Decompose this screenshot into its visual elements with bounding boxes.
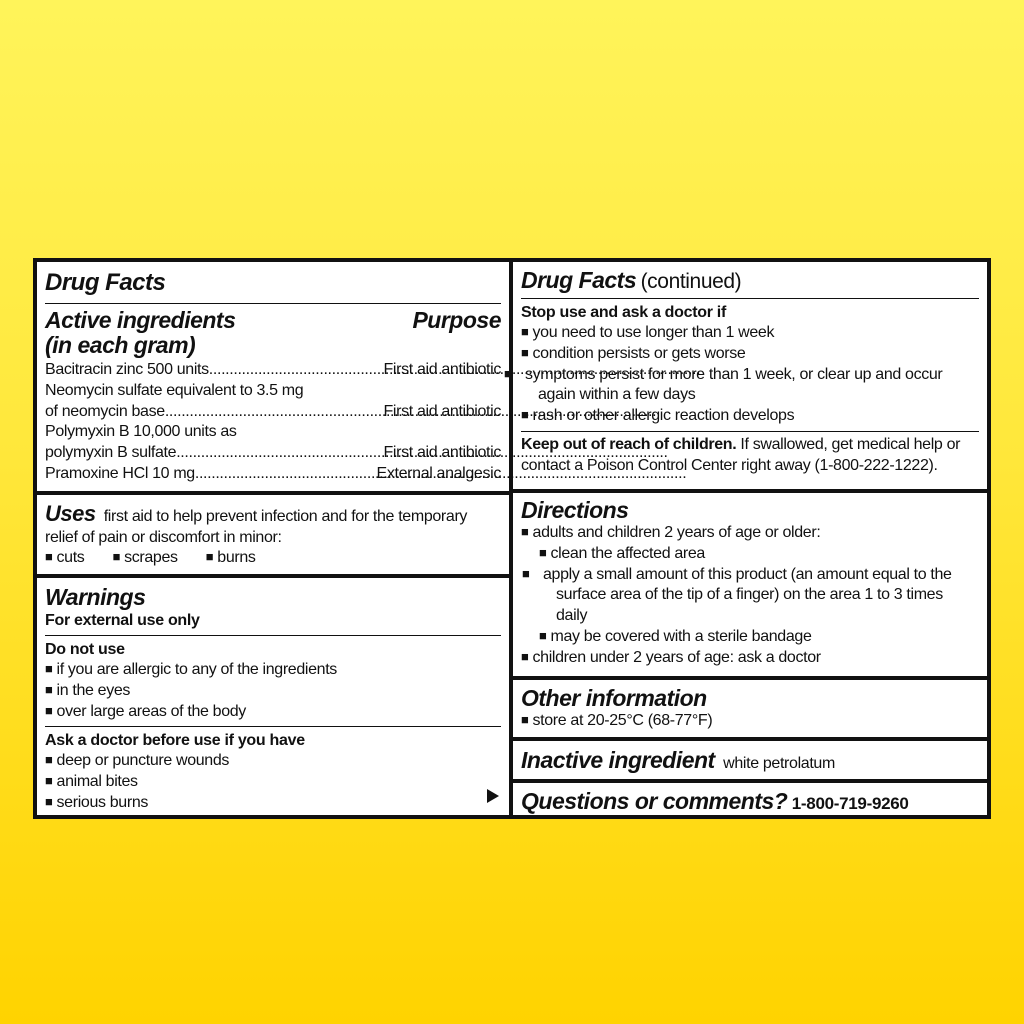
- warnings-section: [37, 574, 509, 815]
- drug-facts-title: Drug Facts: [45, 269, 166, 296]
- keep-out-body: If swallowed, get medical help or contact a Poison Control Center right away (1-800-222-1222).: [521, 435, 961, 474]
- ingredient-row: [45, 443, 501, 464]
- ingredient-purpose: External analgesic: [376, 464, 501, 482]
- ingredient-pre: Neomycin sulfate equivalent to 3.5 mg: [45, 381, 304, 399]
- divider: [45, 726, 501, 727]
- list-item: ■ may be covered with a sterile bandage: [539, 627, 812, 645]
- list-item: ■ over large areas of the body: [45, 702, 246, 720]
- list-item: ■ in the eyes: [45, 681, 131, 699]
- divider: [45, 303, 501, 304]
- drug-facts-label: [33, 258, 991, 819]
- questions-phone: 1-800-719-9260: [791, 794, 909, 813]
- continued-title: [521, 267, 979, 294]
- ingredient-pre: Polymyxin B 10,000 units as: [45, 423, 237, 441]
- inactive-ingredient-text: white petrolatum: [723, 755, 835, 772]
- inactive-ingredient-section: [513, 737, 987, 779]
- divider: [521, 431, 979, 432]
- list-item: ■ adults and children 2 years of age or older:: [521, 524, 821, 541]
- other-information-section: [513, 676, 987, 737]
- list-item: ■ children under 2 years of age: ask a doctor: [521, 648, 821, 666]
- list-item: ■ apply a small amount of this product (an amount equal to the surface area of the tip of a finger) on the area 1 to 3 times daily: [522, 565, 952, 625]
- uses-section: [37, 491, 509, 574]
- do-not-use-heading: Do not use: [45, 641, 125, 658]
- ingredient-name: Pramoxine HCl 10 mg .....: [45, 464, 377, 485]
- list-item: ■ rash or other allergic reaction develops: [521, 407, 795, 425]
- ingredient-name: Bacitracin zinc 500 units .....: [45, 360, 384, 381]
- ingredient-name: polymyxin B sulfate .....: [45, 443, 384, 464]
- directions-heading: Directions: [521, 497, 629, 523]
- ask-doctor-heading: Ask a doctor before use if you have: [45, 732, 305, 750]
- ingredient-name: of neomycin base .....: [45, 402, 384, 423]
- keep-out-text: [521, 435, 979, 477]
- list-item: ■ symptoms persist for more than 1 week, or clear up and occur again within a few days: [504, 365, 943, 404]
- list-item: ■ store at 20-25°C (68-77°F): [521, 712, 713, 729]
- questions-heading: Questions or comments?: [521, 788, 788, 814]
- uses-items: [45, 548, 501, 569]
- list-item: ■ cuts: [45, 549, 85, 566]
- questions-section: [513, 779, 987, 815]
- directions-section: [513, 489, 987, 676]
- drug-facts-title: Drug Facts: [521, 267, 637, 293]
- active-ingredients-heading: Active ingredients: [45, 307, 236, 333]
- in-each-gram-heading: (in each gram): [45, 332, 196, 358]
- other-information-heading: Other information: [521, 685, 707, 711]
- list-item: ■ burns: [205, 549, 256, 566]
- continue-arrow-icon: [487, 789, 499, 803]
- list-item: ■ you need to use longer than 1 week: [521, 324, 775, 341]
- divider: [45, 635, 501, 636]
- keep-out-heading: Keep out of reach of children.: [521, 435, 737, 453]
- external-use-text: For external use only: [45, 612, 200, 629]
- ingredient-row: [45, 464, 501, 485]
- ingredient-purpose: First aid antibiotic: [383, 361, 501, 378]
- uses-heading: Uses: [45, 501, 96, 526]
- continued-label: (continued): [640, 270, 742, 293]
- list-item: ■ animal bites: [45, 773, 138, 791]
- left-column: [37, 262, 513, 815]
- active-ingredients-section: [37, 262, 509, 491]
- list-item: ■ condition persists or gets worse: [521, 344, 746, 362]
- warnings-heading: Warnings: [45, 584, 146, 610]
- list-item: ■ serious burns: [45, 793, 149, 811]
- list-item: ■ clean the affected area: [539, 544, 705, 562]
- ingredient-row: [45, 402, 501, 423]
- list-item: ■ deep or puncture wounds: [45, 752, 230, 770]
- purpose-heading: Purpose: [412, 307, 501, 333]
- ingredient-purpose: First aid antibiotic: [383, 444, 501, 462]
- inactive-ingredient-heading: Inactive ingredient: [521, 747, 715, 773]
- ingredient-purpose: First aid antibiotic: [383, 402, 501, 420]
- divider: [521, 298, 979, 299]
- list-item: ■ if you are allergic to any of the ingredients: [45, 661, 337, 678]
- stop-use-section: [504, 262, 987, 489]
- stop-use-heading: Stop use and ask a doctor if: [521, 304, 726, 321]
- ingredient-row: [45, 360, 501, 381]
- right-column: [504, 262, 987, 815]
- uses-text: first aid to help prevent infection and for the temporary relief of pain or discomfort in minor:: [45, 508, 468, 546]
- list-item: ■ scrapes: [112, 549, 178, 566]
